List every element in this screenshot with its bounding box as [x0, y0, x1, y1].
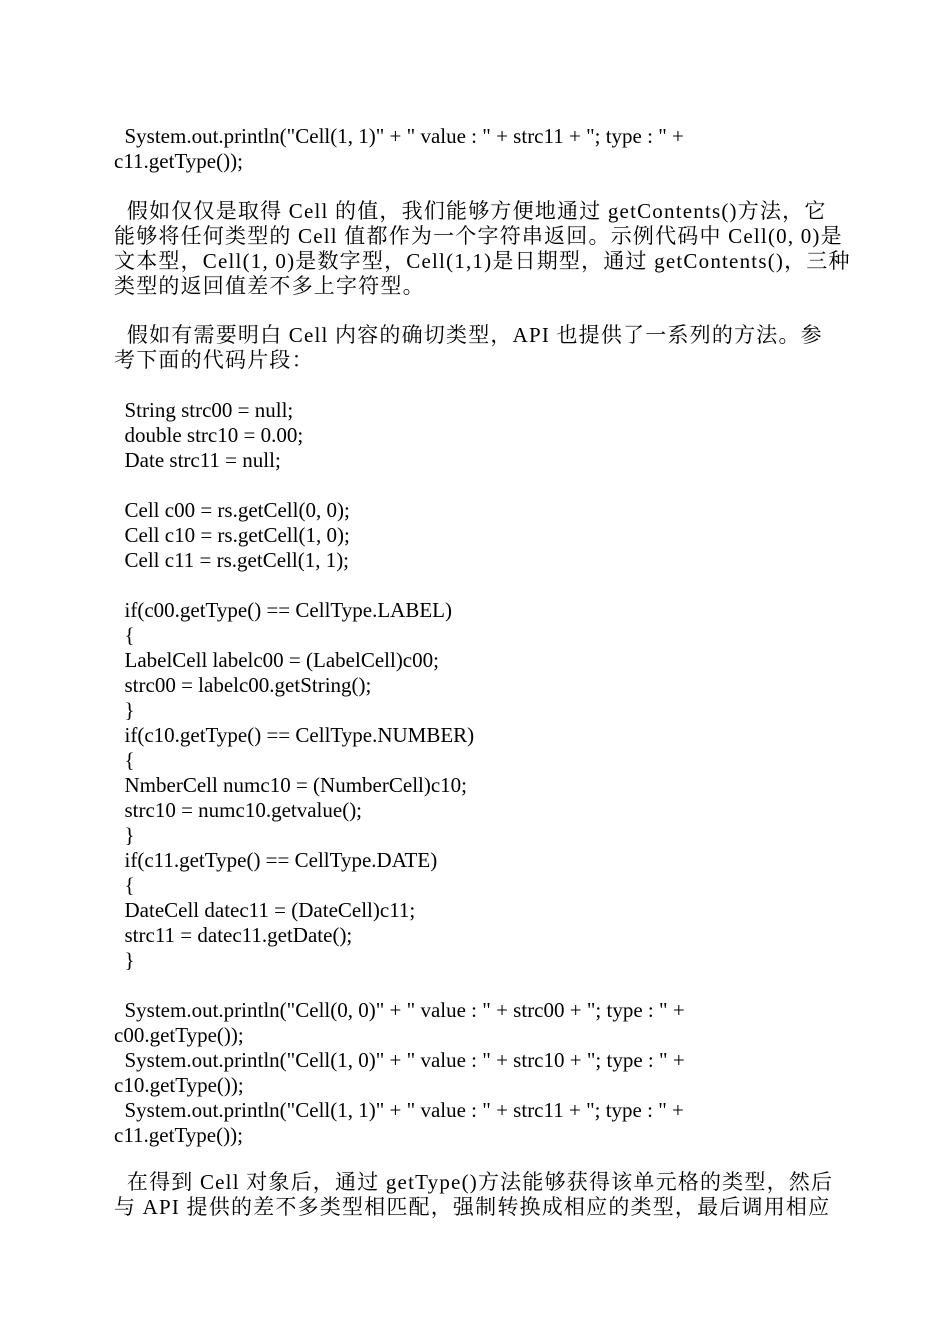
- text-line: Cell c00 = rs.getCell(0, 0);: [114, 498, 350, 522]
- text-line: c00.getType());: [114, 1023, 244, 1047]
- paragraph-cell-type: [114, 323, 834, 373]
- text-line: [114, 473, 834, 498]
- text-line: [114, 973, 834, 998]
- text-line: strc00 = labelc00.getString();: [114, 673, 372, 697]
- text-line: System.out.println("Cell(1, 0)" + " value : " + strc10 + "; type : " +: [114, 1048, 685, 1072]
- text-line: if(c10.getType() == CellType.NUMBER): [114, 723, 475, 747]
- text-line: }: [114, 948, 135, 972]
- text-line: System.out.println("Cell(0, 0)" + " value : " + strc00 + "; type : " +: [114, 998, 685, 1022]
- text-line: c11.getType());: [114, 1123, 243, 1147]
- text-line: strc11 = datec11.getDate();: [114, 923, 353, 947]
- text-line: Cell c10 = rs.getCell(1, 0);: [114, 523, 350, 547]
- text-line: strc10 = numc10.getvalue();: [114, 798, 363, 822]
- text-line: System.out.println("Cell(1, 1)" + " value : " + strc11 + "; type : " +: [114, 124, 684, 148]
- paragraph-getcontents: [114, 199, 851, 299]
- text-line: {: [114, 748, 135, 772]
- code-snippet-top: [114, 124, 834, 174]
- text-line: 假如有需要明白 Cell 内容的确切类型，API 也提供了一系列的方法。参: [114, 323, 823, 347]
- text-line: String strc00 = null;: [114, 398, 294, 422]
- text-line: System.out.println("Cell(1, 1)" + " value : " + strc11 + "; type : " +: [114, 1098, 684, 1122]
- text-line: 能够将任何类型的 Cell 值都作为一个字符串返回。示例代码中 Cell(0, 0)是: [114, 224, 843, 248]
- text-line: if(c11.getType() == CellType.DATE): [114, 848, 438, 872]
- text-line: LabelCell labelc00 = (LabelCell)c00;: [114, 648, 439, 672]
- text-line: 考下面的代码片段：: [114, 348, 314, 372]
- paragraph-gettype: [114, 1170, 834, 1220]
- text-line: [114, 573, 834, 598]
- text-line: 与 API 提供的差不多类型相匹配，强制转换成相应的类型，最后调用相应: [114, 1195, 831, 1219]
- text-line: NmberCell numc10 = (NumberCell)c10;: [114, 773, 468, 797]
- text-line: DateCell datec11 = (DateCell)c11;: [114, 898, 416, 922]
- text-line: Cell c11 = rs.getCell(1, 1);: [114, 548, 350, 572]
- text-line: {: [114, 873, 135, 897]
- text-line: c10.getType());: [114, 1073, 244, 1097]
- text-line: 文本型，Cell(1, 0)是数字型，Cell(1,1)是日期型，通过 getContents()，三种: [114, 249, 851, 273]
- text-line: Date strc11 = null;: [114, 448, 281, 472]
- text-line: 假如仅仅是取得 Cell 的值，我们能够方便地通过 getContents()方法，它: [114, 199, 827, 223]
- text-line: 在得到 Cell 对象后，通过 getType()方法能够获得该单元格的类型，然后: [114, 1170, 834, 1194]
- text-line: 类型的返回值差不多上字符型。: [114, 274, 425, 298]
- text-line: {: [114, 623, 135, 647]
- text-line: }: [114, 823, 135, 847]
- text-line: if(c00.getType() == CellType.LABEL): [114, 598, 452, 622]
- text-line: }: [114, 698, 135, 722]
- text-line: double strc10 = 0.00;: [114, 423, 304, 447]
- code-snippet-main: [114, 398, 834, 1148]
- text-line: c11.getType());: [114, 149, 243, 173]
